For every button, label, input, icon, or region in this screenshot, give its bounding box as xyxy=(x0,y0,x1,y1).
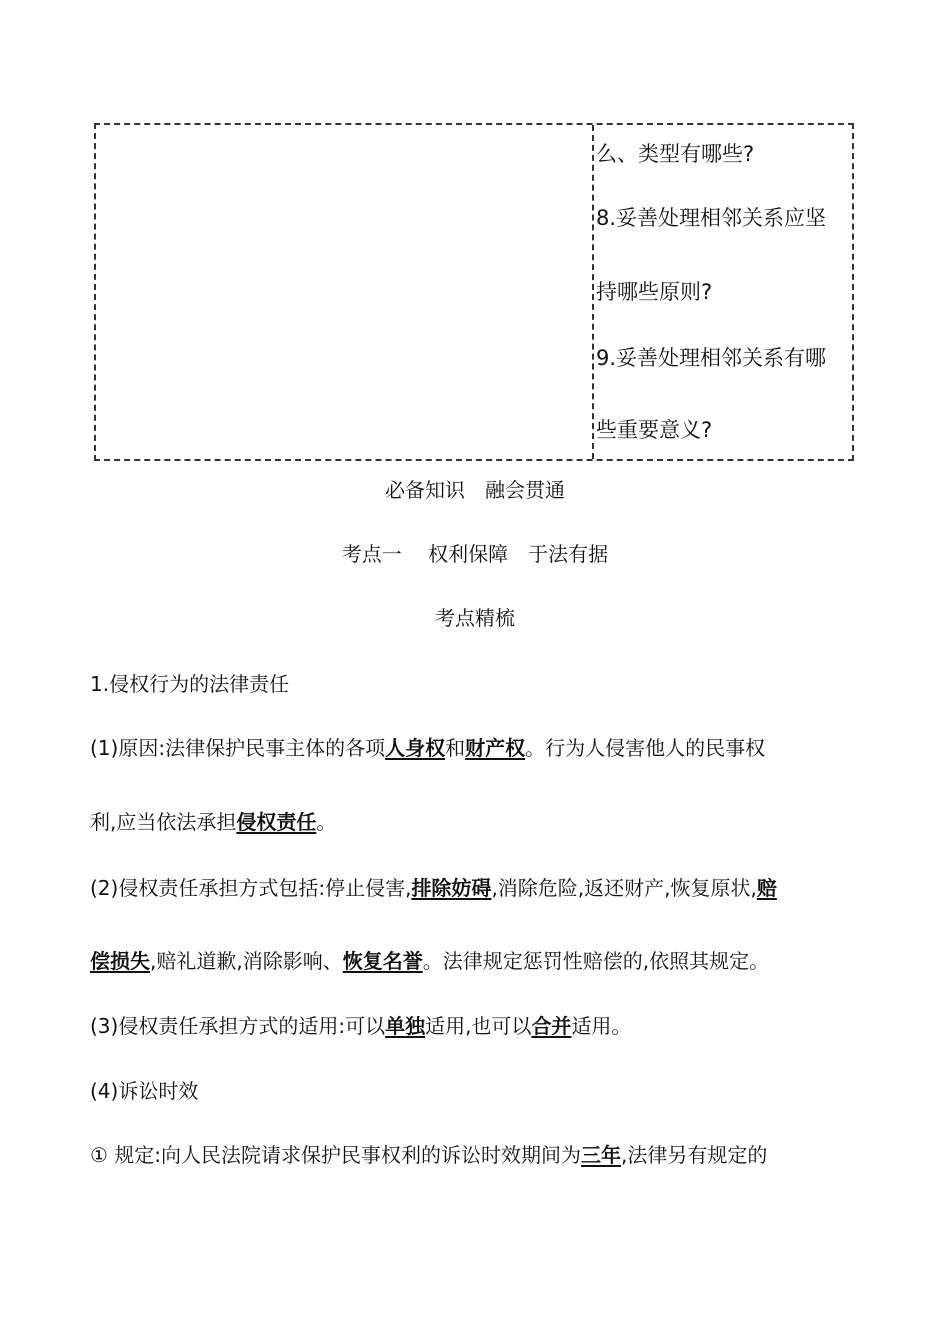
keyword: 单独 xyxy=(385,1014,426,1038)
keyword: 排除妨碍 xyxy=(411,876,492,900)
text-span: (3)侵权责任承担方式的适用:可以 xyxy=(90,1014,386,1038)
paragraph-line xyxy=(90,947,870,975)
text-span: ① 规定:向人民法院请求保护民事权利的诉讼时效期间为 xyxy=(90,1143,582,1167)
question-box-left-cell xyxy=(96,125,592,459)
text-span: ,法律另有规定的 xyxy=(621,1143,768,1167)
text-span: 。 xyxy=(316,810,337,834)
text-span: 适用,也可以 xyxy=(425,1014,532,1038)
question-line: 持哪些原则? xyxy=(596,280,713,304)
keyword: 偿损失 xyxy=(90,949,150,973)
text-span: 和 xyxy=(445,736,466,760)
text-span: (1)原因:法律保护民事主体的各项 xyxy=(90,736,386,760)
question-line: 些重要意义? xyxy=(596,418,713,442)
keyword: 三年 xyxy=(581,1143,622,1167)
question-box-divider xyxy=(592,125,594,459)
text-span: ,消除危险,返还财产,恢复原状, xyxy=(491,876,757,900)
keyword: 赔 xyxy=(756,876,777,900)
topic-heading: 考点一 权利保障 于法有据 xyxy=(341,542,609,566)
keyword: 合并 xyxy=(531,1014,572,1038)
question-line: 9.妥善处理相邻关系有哪 xyxy=(596,346,827,370)
text-span: 适用。 xyxy=(571,1014,632,1038)
item-subtitle: (4)诉讼时效 xyxy=(90,1079,199,1103)
keyword: 恢复名誉 xyxy=(342,949,423,973)
question-line: 么、类型有哪些? xyxy=(596,142,755,166)
paragraph-line xyxy=(90,734,870,762)
item-title: 1.侵权行为的法律责任 xyxy=(90,672,290,696)
sub-heading: 考点精梳 xyxy=(435,606,515,630)
text-span: 。法律规定惩罚性赔偿的,依照其规定。 xyxy=(422,949,770,973)
text-span: 。行为人侵害他人的民事权 xyxy=(525,736,766,760)
section-heading: 必备知识 融会贯通 xyxy=(385,478,565,502)
text-span: 利,应当依法承担 xyxy=(90,810,237,834)
paragraph-line xyxy=(90,1012,870,1040)
question-line: 8.妥善处理相邻关系应坚 xyxy=(596,206,827,230)
keyword: 侵权责任 xyxy=(236,810,317,834)
paragraph-line xyxy=(90,1141,870,1169)
text-span: ,赔礼道歉,消除影响、 xyxy=(150,949,343,973)
text-span: (2)侵权责任承担方式包括:停止侵害, xyxy=(90,876,412,900)
paragraph-line xyxy=(90,874,870,902)
keyword: 财产权 xyxy=(465,736,526,760)
paragraph-line xyxy=(90,808,870,836)
question-box xyxy=(94,123,854,461)
keyword: 人身权 xyxy=(385,736,446,760)
